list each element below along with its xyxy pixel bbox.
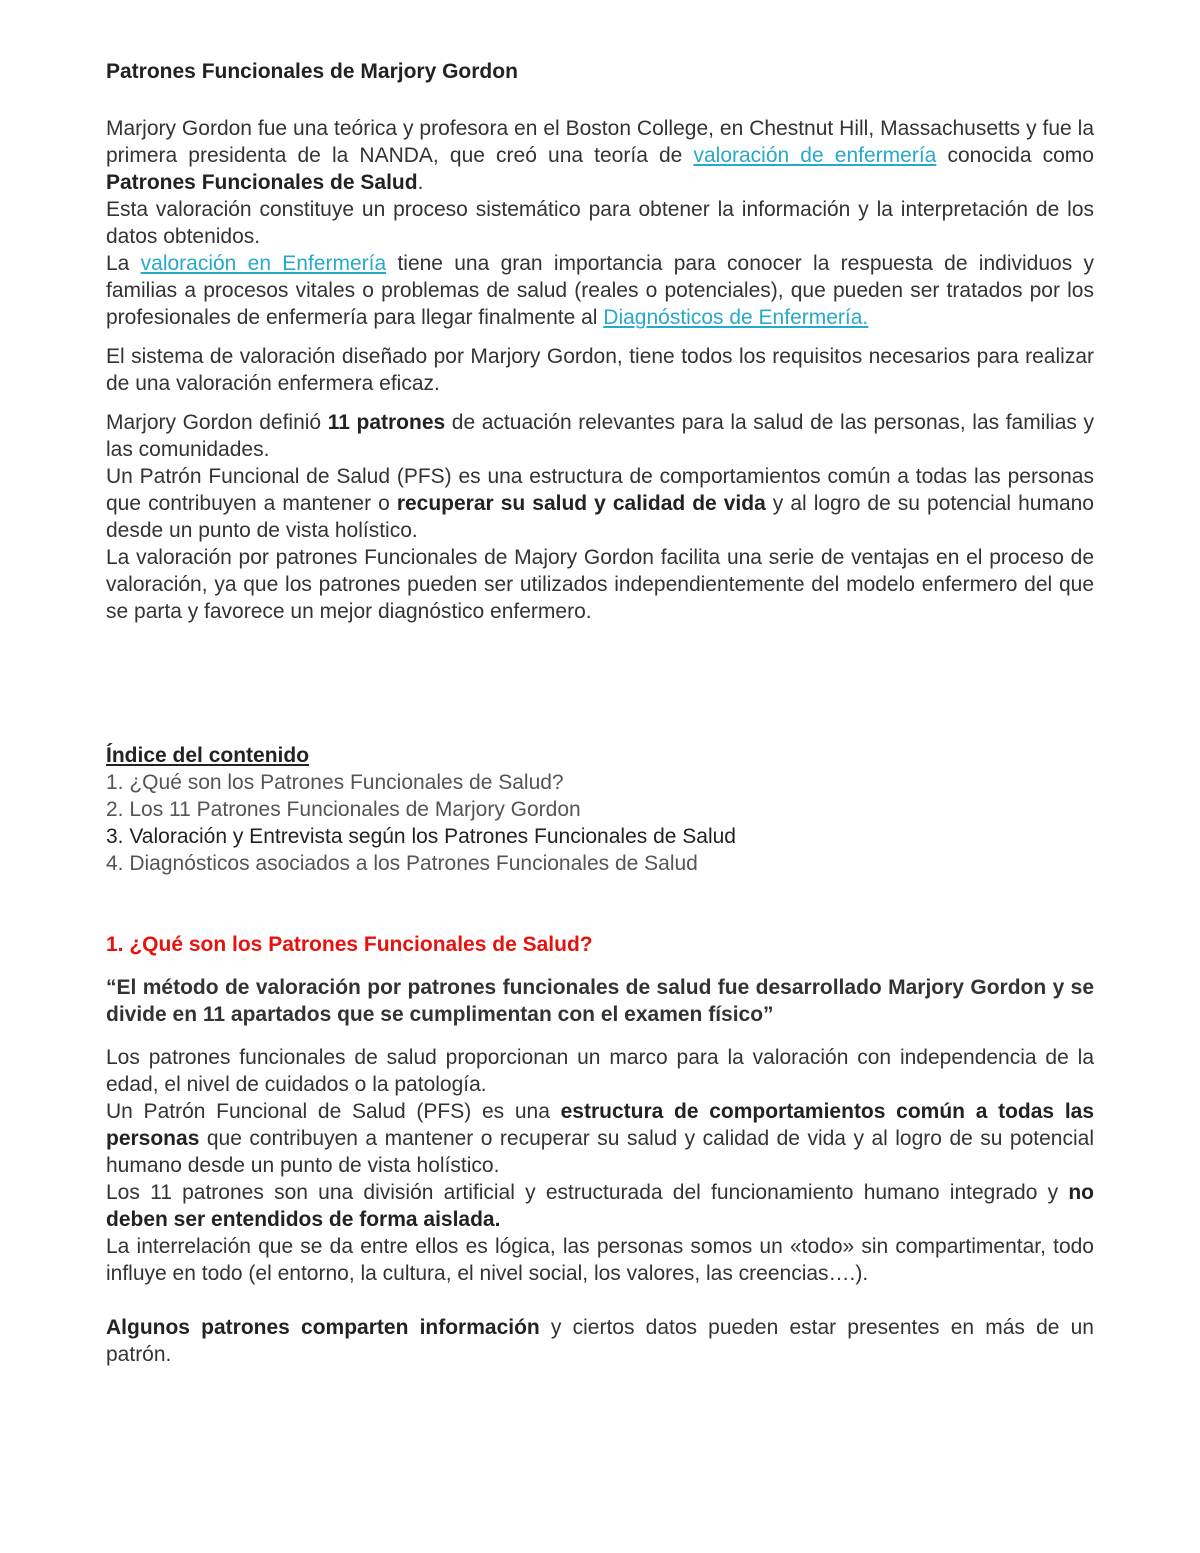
section-1-paragraph-4: La interrelación que se da entre ellos es lógica, las personas somos un «todo» sin compartimentar, todo influye en todo (el entorno, la cultura, el nivel social, los valores, las creencias….).: [106, 1235, 1094, 1285]
intro-paragraph-1: Marjory Gordon fue una teórica y profesora en el Boston College, en Chestnut Hill, Massachusetts y fue la primera presidenta de la NANDA, que creó una teoría de valoración de enfermería conocida como Patrones Funcionales de Salud.: [106, 117, 1094, 194]
section-1-paragraph-5: Algunos patrones comparten información y ciertos datos pueden estar presentes en más de un patrón.: [106, 1316, 1094, 1366]
intro-paragraph-3: La valoración en Enfermería tiene una gran importancia para conocer la respuesta de individuos y familias a procesos vitales o problemas de salud (reales o potenciales), que pueden ser tratados por los profesionales de enfermería para llegar finalmente al Diagnósticos de Enfermería.: [106, 252, 1094, 329]
index-item[interactable]: 3. Valoración y Entrevista según los Patrones Funcionales de Salud: [106, 825, 736, 848]
index-title: Índice del contenido: [106, 744, 310, 767]
index-item[interactable]: 2. Los 11 Patrones Funcionales de Marjory Gordon: [106, 798, 581, 821]
section-1-heading: 1. ¿Qué son los Patrones Funcionales de Salud?: [106, 933, 593, 956]
section-1-paragraph-1: Los patrones funcionales de salud proporcionan un marco para la valoración con independencia de la edad, el nivel de cuidados o la patología.: [106, 1046, 1094, 1096]
section-1-quote: “El método de valoración por patrones funcionales de salud fue desarrollado Marjory Gordon y se divide en 11 apartados que se cumplimentan con el examen físico”: [106, 976, 1094, 1026]
intro-paragraph-5: Marjory Gordon definió 11 patrones de actuación relevantes para la salud de las personas, las familias y las comunidades.: [106, 411, 1094, 461]
section-1-paragraph-2: Un Patrón Funcional de Salud (PFS) es una estructura de comportamientos común a todas las personas que contribuyen a mantener o recuperar su salud y calidad de vida y al logro de su potencial humano desde un punto de vista holístico.: [106, 1100, 1095, 1177]
document-title: Patrones Funcionales de Marjory Gordon: [106, 60, 518, 83]
index-item[interactable]: 1. ¿Qué son los Patrones Funcionales de Salud?: [106, 771, 564, 794]
intro-paragraph-2: Esta valoración constituye un proceso sistemático para obtener la información y la interpretación de los datos obtenidos.: [106, 198, 1094, 248]
intro-paragraph-7: La valoración por patrones Funcionales de Majory Gordon facilita una serie de ventajas en el proceso de valoración, ya que los patrones pueden ser utilizados independientemente del modelo enfermero del que se parta y favorece un mejor diagnóstico enfermero.: [106, 546, 1094, 623]
link-valoracion-de-enfermeria[interactable]: valoración de enfermería: [693, 144, 937, 167]
index-item[interactable]: 4. Diagnósticos asociados a los Patrones Funcionales de Salud: [106, 852, 698, 875]
intro-paragraph-4: El sistema de valoración diseñado por Marjory Gordon, tiene todos los requisitos necesarios para realizar de una valoración enfermera eficaz.: [106, 345, 1094, 395]
bold-patrones-funcionales: Patrones Funcionales de Salud: [106, 171, 418, 194]
document-page: [106, 50, 1094, 1368]
intro-paragraph-6: Un Patrón Funcional de Salud (PFS) es una estructura de comportamientos común a todas las personas que contribuyen a mantener o recuperar su salud y calidad de vida y al logro de su potencial humano desde un punto de vista holístico.: [106, 465, 1094, 542]
link-valoracion-en-enfermeria[interactable]: valoración en Enfermería: [140, 252, 387, 275]
section-1-paragraph-3: Los 11 patrones son una división artificial y estructurada del funcionamiento humano integrado y no deben ser entendidos de forma aislada.: [106, 1181, 1094, 1231]
link-diagnosticos-de-enfermeria[interactable]: Diagnósticos de Enfermería.: [603, 306, 869, 329]
